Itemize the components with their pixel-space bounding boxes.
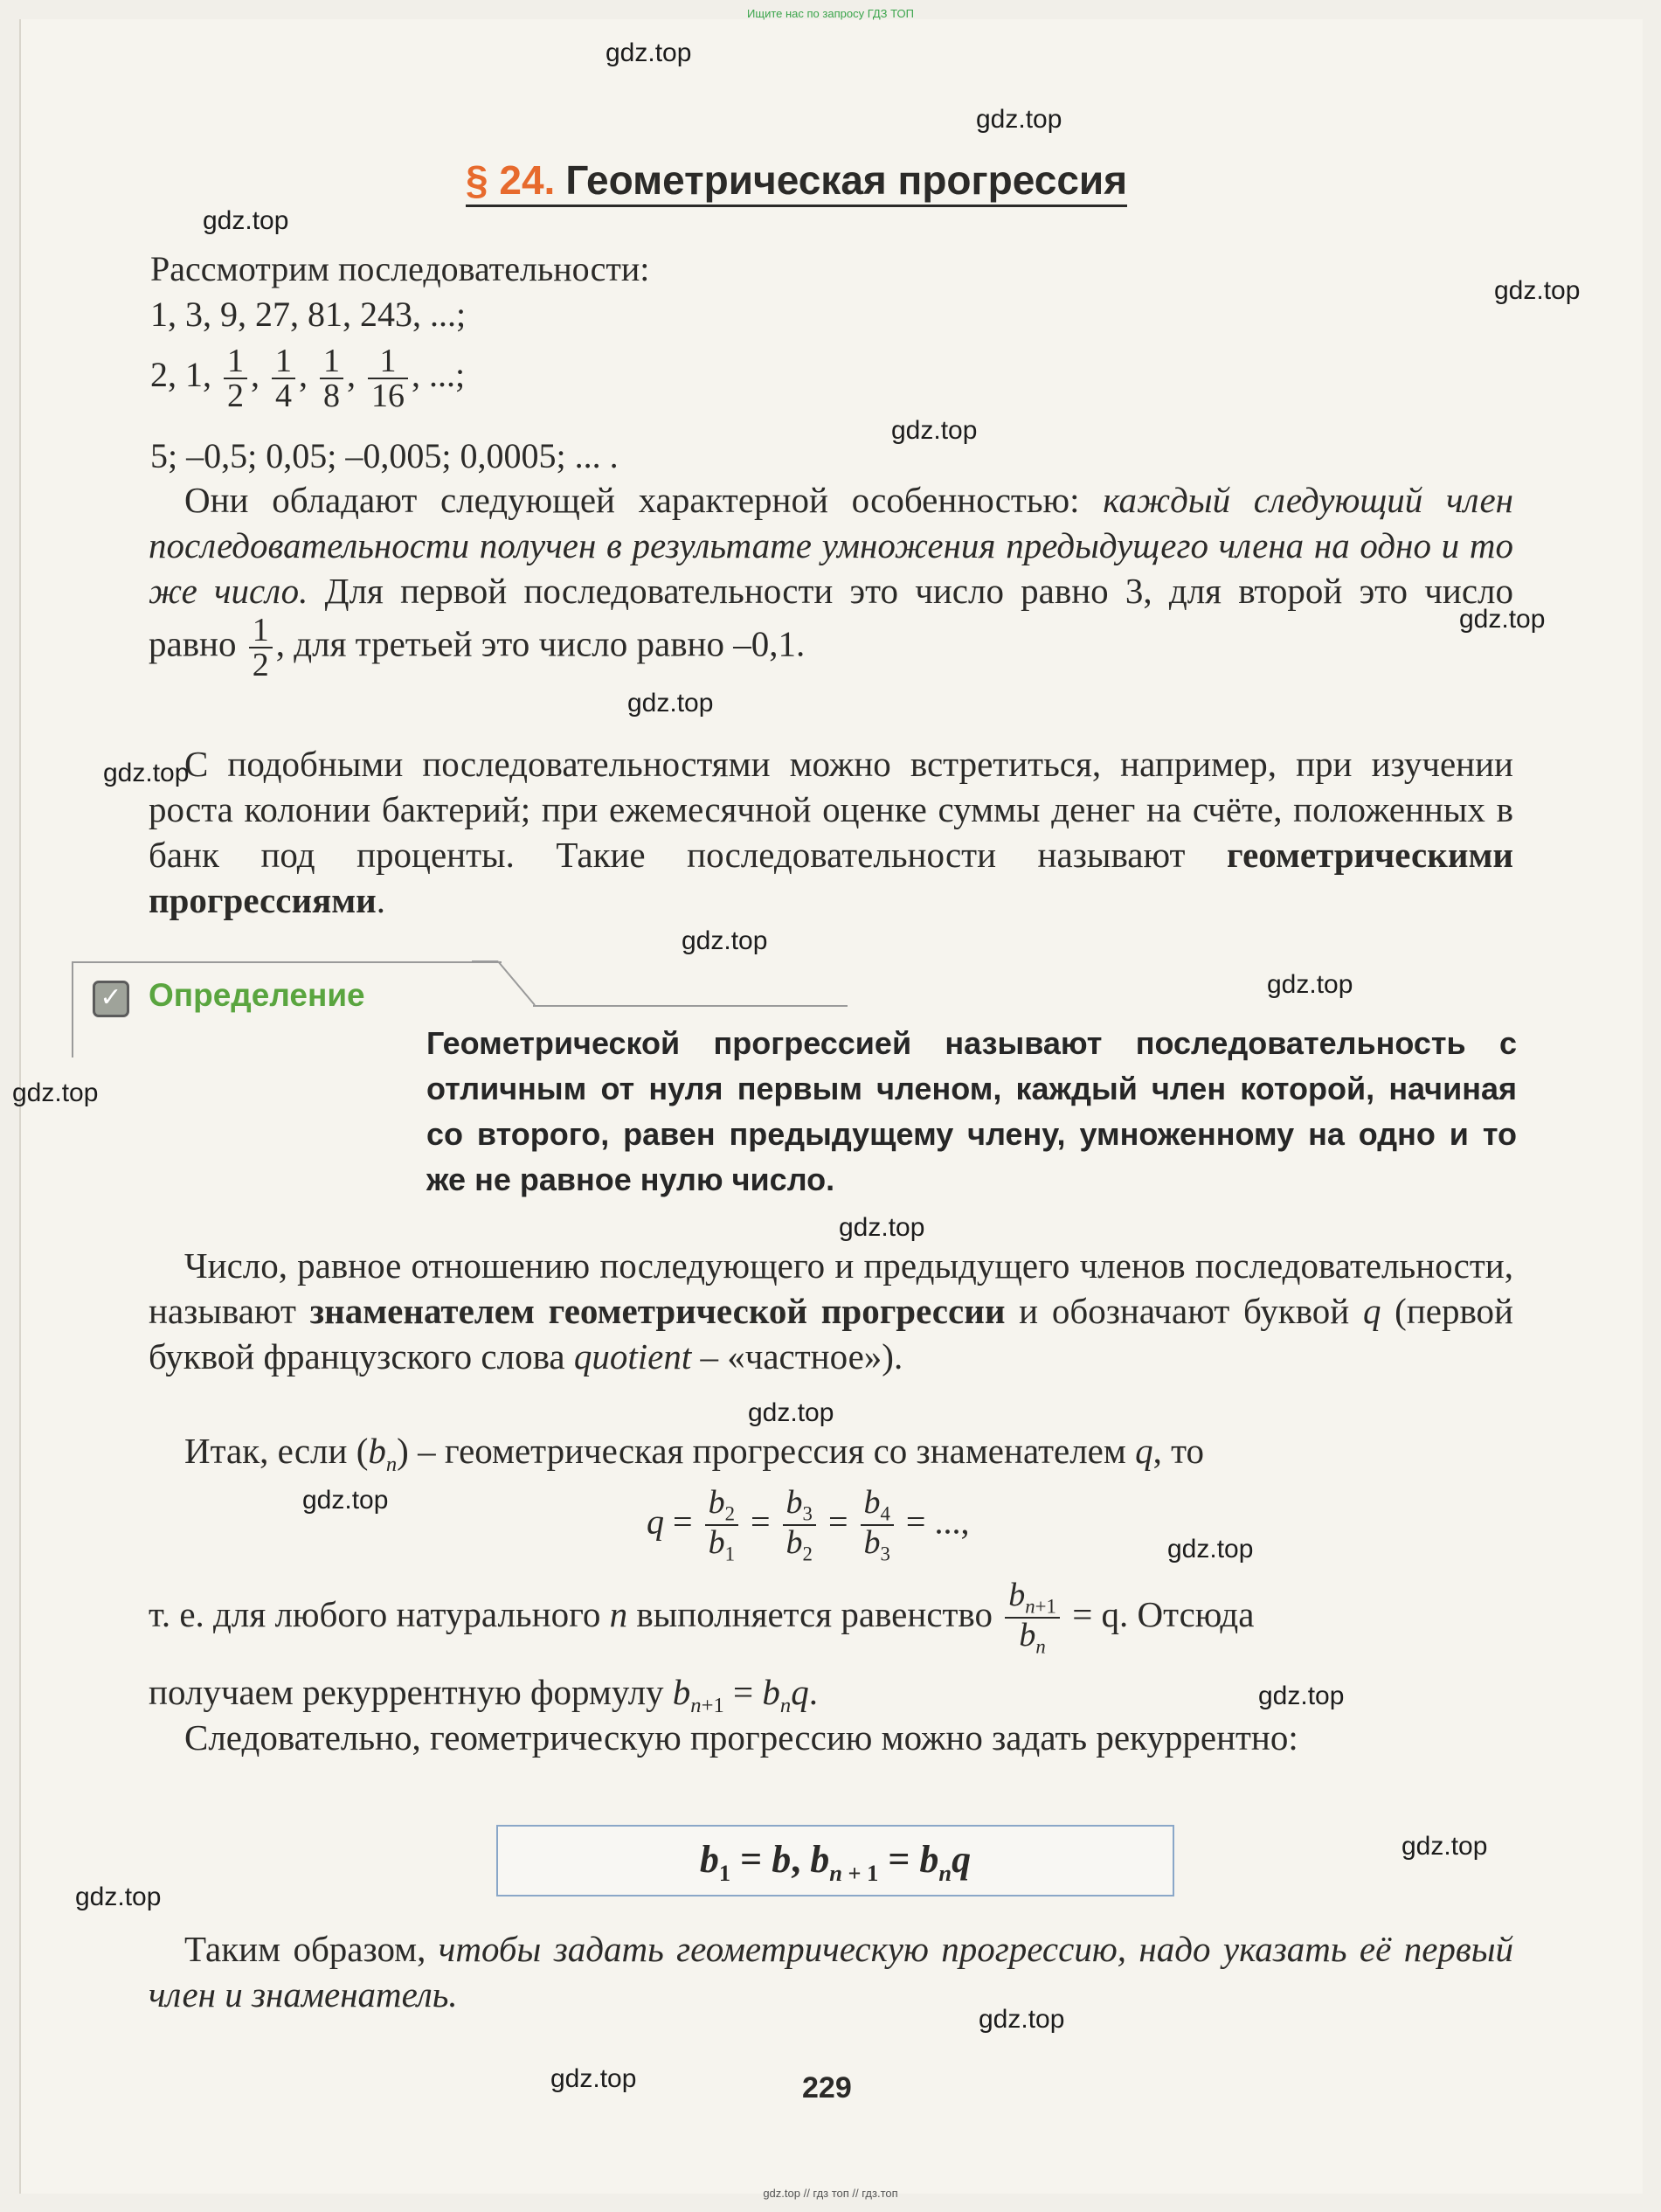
watermark: gdz.top — [12, 1078, 99, 1107]
watermark: gdz.top — [682, 926, 768, 955]
paragraph-examples: С подобными последовательностями можно встретиться, например, при изучении роста колонии бактерий; при ежемесячной оценке суммы денег на счёте, положенных в банк под проценты. Такие последовательности называют геометрическими прогрессиями. — [149, 744, 1513, 920]
watermark: gdz.top — [550, 2064, 637, 2093]
watermark: gdz.top — [891, 416, 978, 445]
definition-label: Определение — [149, 977, 365, 1013]
watermark: gdz.top — [1167, 1535, 1254, 1564]
watermark: gdz.top — [1258, 1682, 1345, 1710]
sequence-2-suffix: , ...; — [412, 355, 466, 395]
watermark: gdz.top — [606, 38, 692, 67]
watermark: gdz.top — [203, 206, 289, 235]
page-number: 229 — [802, 2071, 852, 2105]
paragraph-denominator: Число, равное отношению последующего и предыдущего членов последовательности, называют знаменателем геометрической прогрессии и обозначают буквой q (первой буквой французского слова quotient – «частное»). — [149, 1245, 1513, 1376]
fraction-half: $\frac{1}{2}$ — [249, 614, 273, 682]
footer-banner[interactable]: gdz.top // гдз топ // гдз.топ — [763, 2187, 898, 2200]
sequence-2-prefix: 2, 1, — [150, 355, 211, 395]
checkmark-icon: ✓ — [93, 981, 129, 1017]
recurrence-box: $b_1 = b$, $b_{n + 1} = b_nq$ — [496, 1825, 1174, 1896]
watermark: gdz.top — [1401, 1832, 1488, 1861]
watermark: gdz.top — [1267, 970, 1353, 999]
watermark: gdz.top — [976, 105, 1062, 134]
watermark: gdz.top — [748, 1398, 834, 1427]
watermark: gdz.top — [103, 759, 190, 787]
watermark: gdz.top — [979, 2005, 1065, 2034]
definition-tab-corner — [472, 960, 542, 1009]
sequence-3: 5; –0,5; 0,05; –0,005; 0,0005; ... . — [150, 436, 619, 475]
header-banner[interactable]: Ищите нас по запросу ГДЗ ТОП — [747, 7, 914, 20]
fraction: $\frac{1}{4}$ — [272, 344, 295, 413]
fraction: $\frac{1}{16}$ — [368, 344, 408, 413]
sequence-2: 2, 1, $\frac{1}{2}$ , $\frac{1}{4}$ , $\frac{1}{8}$ , $\frac{1}{16}$ , ...; — [150, 343, 466, 414]
fraction: $\frac{1}{8}$ — [320, 344, 343, 413]
section-number: § 24. — [466, 157, 556, 203]
fraction: $\frac{1}{2}$ — [224, 344, 247, 413]
recurrence-line: получаем рекуррентную формулу $b_{n+1} = b_nq$. — [149, 1672, 818, 1718]
paragraph-recurrence: т. е. для любого натурального n выполняется равенство $\frac{b_{n+1}}{b_n}$ = q. Отсюда — [149, 1577, 1255, 1658]
definition-text: Геометрической прогрессией называют последовательность с отличным от нуля первым членом, каждый член которой, начиная со второго, равен предыдущему члену, умноженному на одно и то же не равное нулю число. — [426, 1025, 1517, 1197]
watermark: gdz.top — [1459, 605, 1546, 634]
watermark: gdz.top — [839, 1213, 925, 1242]
ratio-formula: q = $\frac{b_2}{b_1}$ = $\frac{b_3}{b_2}$ = $\frac{b_4}{b_3}$ = ..., — [647, 1484, 970, 1565]
paragraph-conclusion: Таким образом, чтобы задать геометрическую прогрессию, надо указать её первый член и знаменатель. — [149, 1929, 1513, 2014]
paragraph-so-if: Итак, если $(b_n)$ – геометрическая прогрессия со знаменателем q, то — [184, 1431, 1204, 1477]
section-heading: Геометрическая прогрессия — [565, 157, 1128, 203]
section-title — [466, 156, 1127, 207]
watermark: gdz.top — [302, 1486, 389, 1515]
watermark: gdz.top — [75, 1883, 162, 1911]
watermark: gdz.top — [627, 689, 714, 718]
watermark: gdz.top — [1494, 276, 1581, 305]
sequence-1: 1, 3, 9, 27, 81, 243, ...; — [150, 295, 467, 334]
definition-divider — [533, 1005, 848, 1007]
paragraph-therefore: Следовательно, геометрическую прогрессию можно задать рекуррентно: — [184, 1717, 1298, 1758]
paragraph-characteristic: Они обладают следующей характерной особенностью: каждый следующий член последовательности получен в результате умножения предыдущего члена на одно и то же число. Для первой последовательности это число равно 3, для второй это число равно $\frac{1}{2}$ , для третьей это число равно –0,1. — [149, 480, 1514, 683]
intro-line: Рассмотрим последовательности: — [150, 249, 650, 288]
